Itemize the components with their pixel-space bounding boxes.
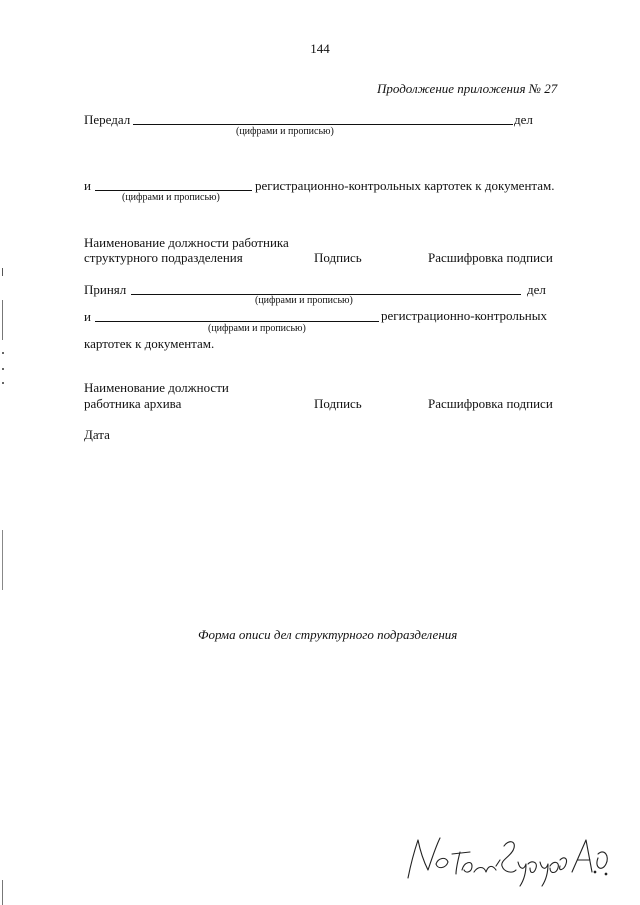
scan-edge-dot <box>2 382 4 384</box>
transferred-cases-blank <box>133 124 513 125</box>
accepted-and: и <box>84 309 91 324</box>
accepted-label: Принял <box>84 282 127 297</box>
accepted-cases-word: дел <box>527 282 546 297</box>
signature-label: Подпись <box>314 250 362 265</box>
scan-edge-dot <box>2 368 4 370</box>
transferred-and: и <box>84 178 91 193</box>
archive-position-line2: работника архива <box>84 396 182 411</box>
scan-edge-dot <box>2 352 4 354</box>
accepted-hint: (цифрами и прописью) <box>255 295 353 306</box>
transferred-cards-blank <box>95 190 252 191</box>
archive-position-line1: Наименование должности <box>84 380 229 395</box>
page-number: 144 <box>310 41 330 56</box>
scan-edge-mark <box>2 880 3 905</box>
scan-edge-mark <box>2 268 3 276</box>
transferred-cards-hint: (цифрами и прописью) <box>122 192 220 203</box>
position-title-line2: структурного подразделения <box>84 250 243 265</box>
scan-edge-mark <box>2 300 3 340</box>
transferred-cards-text: регистрационно-контрольных картотек к документам. <box>255 178 555 193</box>
appendix-continuation: Продолжение приложения № 27 <box>377 81 558 96</box>
position-title-line1: Наименование должности работника <box>84 235 289 250</box>
accepted-cards-hint: (цифрами и прописью) <box>208 323 306 334</box>
date-label: Дата <box>84 427 110 442</box>
scan-edge-mark <box>2 530 3 590</box>
accepted-cards-text-cont: картотек к документам. <box>84 336 215 351</box>
archive-signature-decoding-label: Расшифровка подписи <box>428 396 553 411</box>
accepted-cards-blank <box>95 321 379 322</box>
signature-decoding-label: Расшифровка подписи <box>428 250 553 265</box>
handwritten-signature <box>400 830 610 890</box>
archive-signature-label: Подпись <box>314 396 362 411</box>
form-caption: Форма описи дел структурного подразделения <box>198 627 458 642</box>
transferred-label: Передал <box>84 112 131 127</box>
transferred-cases-word: дел <box>514 112 533 127</box>
transferred-hint: (цифрами и прописью) <box>236 126 334 137</box>
accepted-cards-text: регистрационно-контрольных <box>381 308 547 323</box>
